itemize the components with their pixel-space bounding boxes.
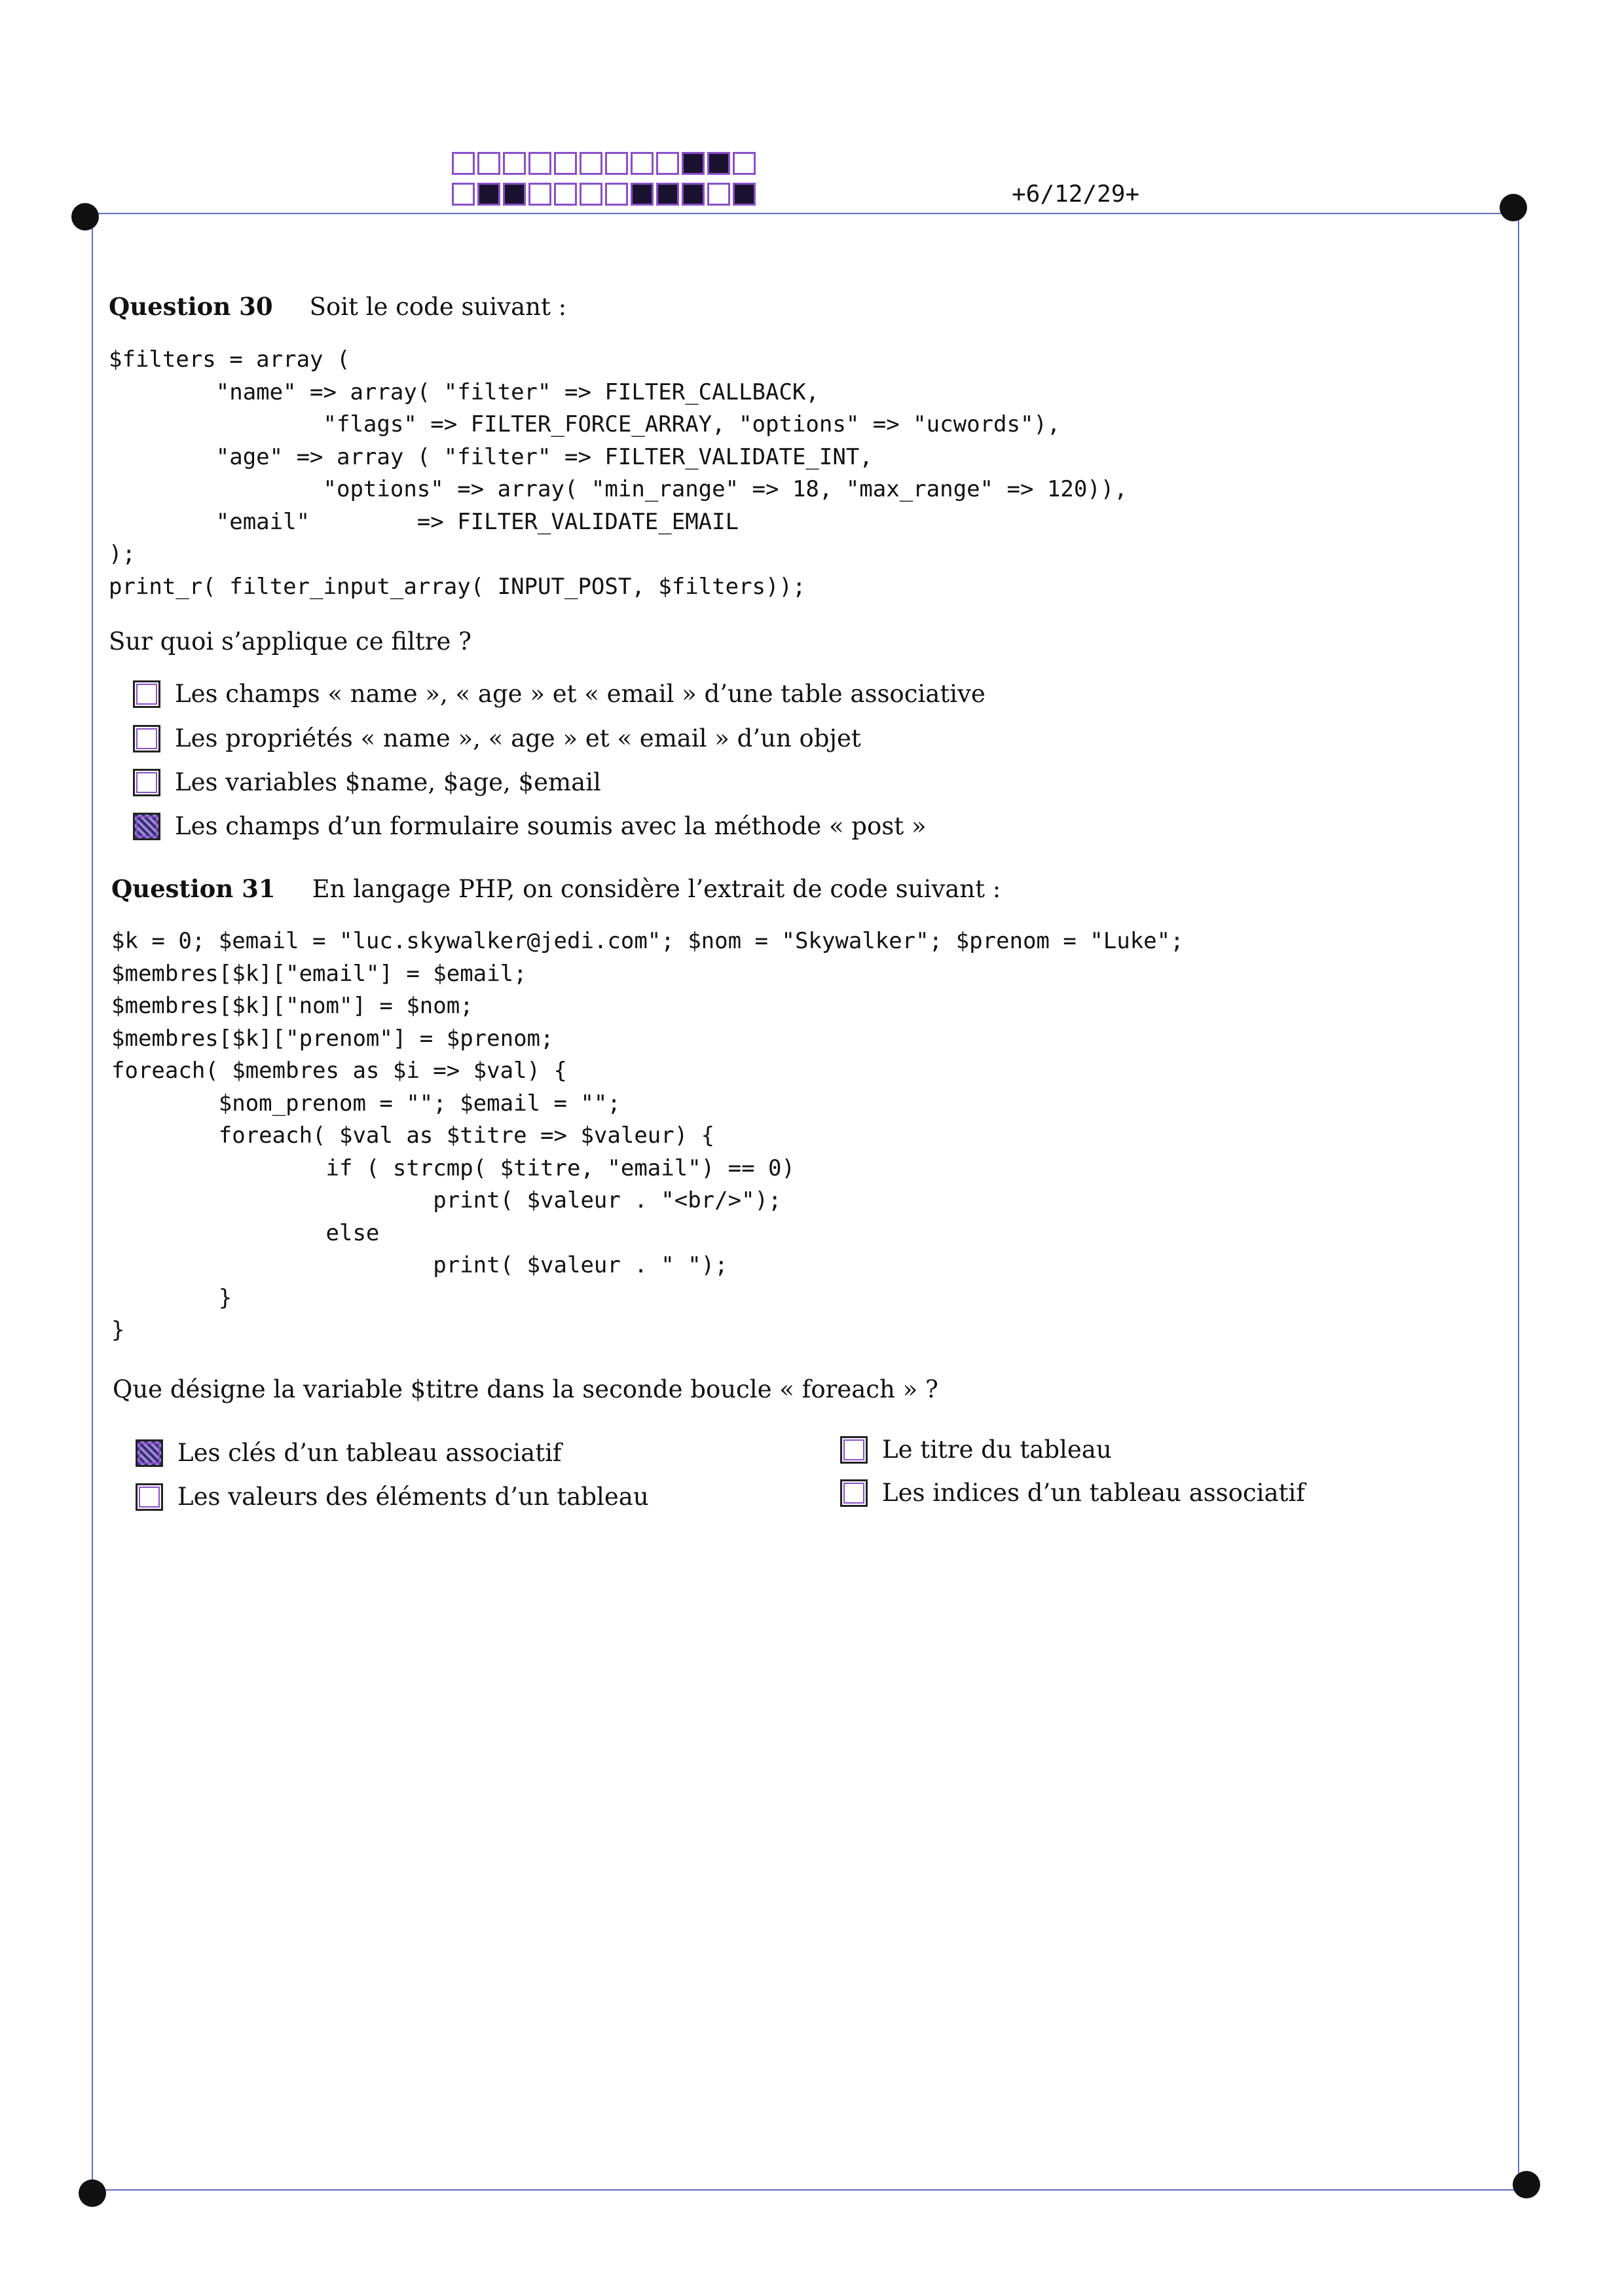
page-id: +6/12/29+ (1012, 181, 1140, 208)
question-30-prompt: Sur quoi s’applique ce filtre ? (109, 627, 471, 656)
binary-cell (452, 152, 475, 175)
code-line: $k = 0; $email = "luc.skywalker@jedi.com"; $nom = "Skywalker"; $prenom = "Luke"; (111, 928, 1184, 954)
question-31-header (111, 874, 1001, 903)
code-line: print_r( filter_input_array( INPUT_POST, $filters)); (109, 573, 806, 600)
answer-option[interactable] (133, 812, 927, 840)
checkbox[interactable] (136, 1483, 163, 1511)
code-line: "flags" => FILTER_FORCE_ARRAY, "options" => "ucwords"), (109, 411, 1061, 437)
answer-option[interactable] (840, 1479, 1305, 1507)
binary-cell (528, 183, 551, 206)
answer-option[interactable] (133, 680, 986, 708)
code-line: print( $valeur . " "); (111, 1252, 728, 1278)
answer-option[interactable] (136, 1439, 562, 1467)
code-line: "name" => array( "filter" => FILTER_CALLBACK, (109, 379, 819, 405)
question-30-code (109, 344, 1128, 603)
checkbox[interactable] (133, 680, 160, 708)
binary-cell (554, 152, 577, 175)
binary-cell (580, 183, 602, 206)
question-31-code (111, 925, 1184, 1347)
binary-cell (656, 152, 679, 175)
code-line: if ( strcmp( $titre, "email") == 0) (111, 1155, 795, 1181)
answer-label: Les champs d’un formulaire soumis avec la méthode « post » (175, 812, 927, 840)
code-line: else (111, 1219, 380, 1246)
code-line: $filters = array ( (109, 346, 350, 373)
code-line: ); (109, 541, 136, 567)
code-line: $membres[$k]["nom"] = $nom; (111, 993, 473, 1019)
question-label: Question 31 (111, 874, 276, 903)
code-line: "age" => array ( "filter" => FILTER_VALIDATE_INT, (109, 443, 873, 470)
question-label: Question 30 (109, 292, 273, 321)
question-intro: En langage PHP, on considère l’extrait de code suivant : (312, 875, 1001, 903)
binary-cell (707, 152, 730, 175)
binary-cell (656, 183, 679, 206)
checkbox[interactable] (133, 725, 160, 752)
code-line: "options" => array( "min_range" => 18, "max_range" => 120)), (109, 476, 1128, 502)
corner-marker-bottom-right (1513, 2171, 1540, 2198)
answer-label: Les propriétés « name », « age » et « email » d’un objet (175, 724, 861, 752)
corner-marker-top-left (71, 203, 99, 231)
binary-cell (580, 152, 602, 175)
answer-option[interactable] (840, 1435, 1112, 1464)
binary-cell (733, 152, 756, 175)
binary-cell (554, 183, 577, 206)
binary-cell (605, 183, 628, 206)
code-line: foreach( $membres as $i => $val) { (111, 1058, 567, 1084)
question-31-prompt: Que désigne la variable $titre dans la seconde boucle « foreach » ? (113, 1375, 938, 1403)
answer-label: Le titre du tableau (882, 1435, 1112, 1464)
checkbox[interactable] (840, 1436, 868, 1464)
checkbox[interactable] (133, 769, 160, 796)
corner-marker-bottom-left (79, 2179, 106, 2207)
answer-label: Les clés d’un tableau associatif (177, 1439, 562, 1467)
binary-cell (631, 152, 654, 175)
binary-cell (503, 183, 526, 206)
code-line: } (111, 1317, 125, 1343)
binary-cell (452, 183, 475, 206)
binary-cell (477, 152, 500, 175)
answer-label: Les valeurs des éléments d’un tableau (177, 1483, 649, 1511)
corner-marker-top-right (1500, 194, 1527, 221)
answer-option[interactable] (133, 724, 861, 752)
binary-code-row-1 (452, 152, 756, 175)
binary-cell (631, 183, 654, 206)
binary-cell (733, 183, 756, 206)
answer-label: Les indices d’un tableau associatif (882, 1479, 1305, 1507)
checkbox[interactable] (840, 1479, 868, 1507)
question-30-header (109, 292, 566, 321)
question-intro: Soit le code suivant : (309, 293, 567, 321)
binary-code-row-2 (452, 183, 756, 206)
binary-cell (682, 183, 705, 206)
code-line: foreach( $val as $titre => $valeur) { (111, 1122, 715, 1149)
binary-cell (605, 152, 628, 175)
answer-option[interactable] (136, 1483, 649, 1511)
code-line: } (111, 1284, 232, 1311)
checked-checkbox[interactable] (136, 1439, 163, 1467)
checked-checkbox[interactable] (133, 813, 160, 840)
code-line: $membres[$k]["prenom"] = $prenom; (111, 1025, 554, 1052)
binary-cell (528, 152, 551, 175)
answer-label: Les variables $name, $age, $email (175, 768, 601, 796)
binary-cell (503, 152, 526, 175)
code-line: "email" => FILTER_VALIDATE_EMAIL (109, 508, 739, 535)
answer-label: Les champs « name », « age » et « email » d’une table associative (175, 680, 986, 708)
code-line: print( $valeur . "<br/>"); (111, 1187, 782, 1213)
binary-cell (682, 152, 705, 175)
code-line: $nom_prenom = ""; $email = ""; (111, 1090, 621, 1117)
code-line: $membres[$k]["email"] = $email; (111, 960, 527, 987)
binary-cell (477, 183, 500, 206)
binary-cell (707, 183, 730, 206)
answer-option[interactable] (133, 768, 601, 796)
